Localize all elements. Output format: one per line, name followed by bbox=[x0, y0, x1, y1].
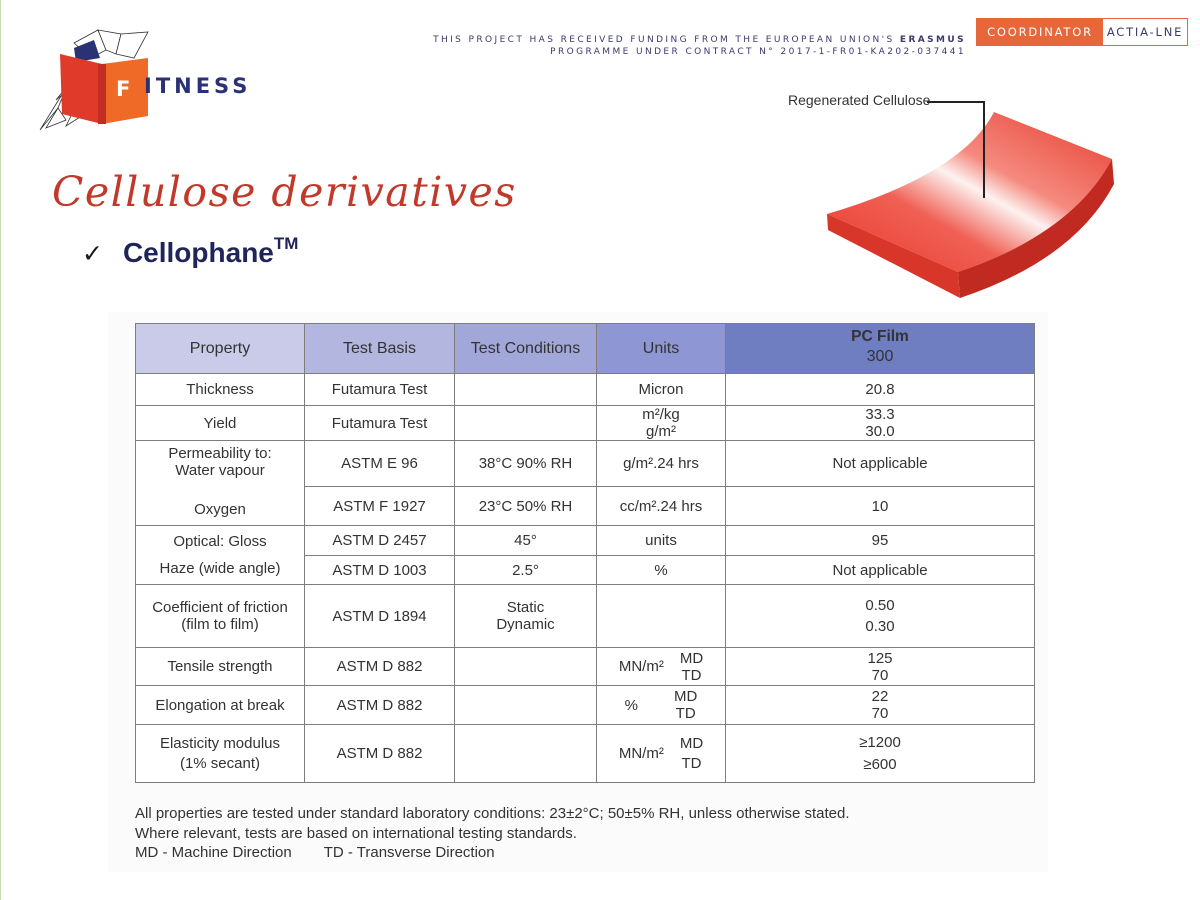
value-line: 125 bbox=[867, 649, 893, 667]
table-row bbox=[136, 406, 1035, 441]
funding-line2: PROGRAMME UNDER CONTRACT N° 2017-1-FR01-KA202-037441 bbox=[550, 47, 966, 57]
coordinator-label: COORDINATOR bbox=[977, 19, 1103, 45]
cell-units bbox=[597, 585, 726, 648]
property-line: Haze (wide angle) bbox=[159, 560, 281, 577]
cell-conditions: 2.5° bbox=[455, 556, 597, 585]
cell-value: 95 bbox=[726, 526, 1035, 556]
cell-units: units bbox=[597, 526, 726, 556]
cell-basis: Futamura Test bbox=[305, 374, 455, 406]
td-label: TD bbox=[675, 705, 696, 722]
units-text: MN/m² bbox=[618, 745, 664, 762]
md-label: MD bbox=[679, 734, 704, 752]
header-test-basis: Test Basis bbox=[305, 324, 455, 374]
cell-property: Elongation at break bbox=[136, 686, 305, 725]
property-line: Coefficient of friction bbox=[152, 599, 288, 616]
value-line: 70 bbox=[871, 666, 889, 684]
cell-conditions bbox=[455, 585, 597, 648]
units-text: MN/m² bbox=[618, 658, 664, 675]
md-label: MD bbox=[674, 688, 698, 705]
table-notes bbox=[135, 804, 850, 863]
cell-basis: ASTM D 882 bbox=[305, 648, 455, 686]
cell-basis: ASTM D 2457 bbox=[305, 526, 455, 556]
conditions-line: Static bbox=[506, 599, 545, 616]
cell-value bbox=[726, 686, 1035, 725]
table-row bbox=[136, 648, 1035, 686]
bullet-text: Cellophane bbox=[122, 237, 274, 268]
note-line: All properties are tested under standard laboratory conditions: 23±2°C; 50±5% RH, unless otherwise stated. bbox=[135, 805, 850, 822]
property-line: Optical: Gloss bbox=[173, 533, 267, 550]
note-line: Where relevant, tests are based on international testing standards. bbox=[135, 824, 577, 842]
cell-conditions bbox=[455, 686, 597, 725]
units-line: g/m² bbox=[646, 423, 676, 440]
funding-statement bbox=[433, 34, 966, 58]
film-label: Regenerated Cellulose bbox=[788, 92, 931, 108]
cell-conditions: 23°C 50% RH bbox=[455, 487, 597, 526]
cell-conditions bbox=[455, 725, 597, 783]
value-line: 0.30 bbox=[865, 618, 895, 635]
cell-value: Not applicable bbox=[726, 556, 1035, 585]
value-line: 22 bbox=[871, 688, 889, 705]
cell-basis: ASTM D 1894 bbox=[305, 585, 455, 648]
units-text: % bbox=[624, 696, 638, 714]
property-line: Elasticity modulus bbox=[159, 734, 281, 752]
value-line: 30.0 bbox=[865, 423, 895, 440]
cell-property: Yield bbox=[136, 406, 305, 441]
cell-property: Tensile strength bbox=[136, 648, 305, 686]
table-row bbox=[136, 374, 1035, 406]
table-row bbox=[136, 725, 1035, 783]
funding-erasmus: ERASMUS bbox=[899, 35, 966, 45]
cell-units: g/m².24 hrs bbox=[597, 441, 726, 487]
header-units: Units bbox=[597, 324, 726, 374]
cell-value: 10 bbox=[726, 487, 1035, 526]
note-abbreviations bbox=[135, 843, 850, 863]
cell-property bbox=[136, 725, 305, 783]
cell-property: Thickness bbox=[136, 374, 305, 406]
value-line: 33.3 bbox=[865, 406, 895, 423]
checkmark-icon: ✓ bbox=[82, 239, 103, 268]
cell-units bbox=[597, 406, 726, 441]
coordinator-badge bbox=[976, 18, 1188, 46]
property-line: (film to film) bbox=[181, 616, 259, 633]
cell-basis: ASTM F 1927 bbox=[305, 487, 455, 526]
units-line: m²/kg bbox=[642, 406, 680, 423]
value-line: 70 bbox=[871, 705, 889, 722]
logo-letter-f: F bbox=[116, 77, 131, 101]
conditions-line: Dynamic bbox=[496, 616, 555, 633]
cell-conditions: 38°C 90% RH bbox=[455, 441, 597, 487]
cell-value: Not applicable bbox=[726, 441, 1035, 487]
property-line: Oxygen bbox=[194, 501, 246, 518]
cell-value bbox=[726, 648, 1035, 686]
cell-value bbox=[726, 585, 1035, 648]
regenerated-cellulose-illustration bbox=[772, 84, 1122, 310]
cell-basis: ASTM E 96 bbox=[305, 441, 455, 487]
cell-units: % bbox=[597, 556, 726, 585]
cell-property bbox=[136, 441, 305, 526]
value-line: 0.50 bbox=[865, 597, 895, 614]
cell-value: 20.8 bbox=[726, 374, 1035, 406]
cell-units: cc/m².24 hrs bbox=[597, 487, 726, 526]
md-label: MD bbox=[679, 649, 704, 667]
property-line: Water vapour bbox=[175, 462, 265, 479]
table-row bbox=[136, 686, 1035, 725]
table-header-row bbox=[136, 324, 1035, 374]
md-definition: MD - Machine Direction bbox=[135, 844, 292, 861]
cell-conditions bbox=[455, 374, 597, 406]
td-definition: TD - Transverse Direction bbox=[323, 844, 495, 861]
slide-title: Cellulose derivatives bbox=[52, 168, 517, 216]
funding-line1: THIS PROJECT HAS RECEIVED FUNDING FROM THE EUROPEAN UNION'S bbox=[433, 35, 900, 45]
coordinator-name: ACTIA-LNE bbox=[1106, 25, 1184, 39]
cell-conditions: 45° bbox=[455, 526, 597, 556]
cell-conditions bbox=[455, 648, 597, 686]
cell-units bbox=[597, 686, 726, 725]
trademark-superscript: TM bbox=[273, 234, 299, 253]
cell-basis: Futamura Test bbox=[305, 406, 455, 441]
cell-units bbox=[597, 725, 726, 783]
table-row bbox=[136, 441, 1035, 487]
header-pc-film bbox=[726, 324, 1035, 374]
header-test-conditions: Test Conditions bbox=[455, 324, 597, 374]
cell-property bbox=[136, 585, 305, 648]
bullet-item bbox=[82, 234, 299, 269]
logo-book-spine bbox=[98, 64, 106, 124]
value-line: ≥600 bbox=[863, 755, 897, 773]
header-property: Property bbox=[136, 324, 305, 374]
header-pc-film-grade: 300 bbox=[866, 347, 894, 365]
value-line: ≥1200 bbox=[859, 733, 901, 751]
properties-table bbox=[135, 323, 1035, 783]
cell-value bbox=[726, 725, 1035, 783]
left-border-line bbox=[0, 0, 1, 900]
cell-basis: ASTM D 1003 bbox=[305, 556, 455, 585]
cell-units bbox=[597, 648, 726, 686]
cell-property bbox=[136, 526, 305, 585]
header-pc-film-label: PC Film bbox=[851, 327, 909, 345]
table-row bbox=[136, 526, 1035, 556]
property-line: Permeability to: bbox=[168, 445, 272, 462]
logo-red-book bbox=[60, 54, 102, 124]
cell-value bbox=[726, 406, 1035, 441]
cell-basis: ASTM D 882 bbox=[305, 725, 455, 783]
cell-units: Micron bbox=[597, 374, 726, 406]
cell-basis: ASTM D 882 bbox=[305, 686, 455, 725]
table-row bbox=[136, 585, 1035, 648]
td-label: TD bbox=[681, 754, 702, 772]
cell-conditions bbox=[455, 406, 597, 441]
logo-wordmark: ITNESS bbox=[144, 74, 252, 98]
td-label: TD bbox=[681, 666, 702, 684]
property-line: (1% secant) bbox=[179, 754, 261, 772]
